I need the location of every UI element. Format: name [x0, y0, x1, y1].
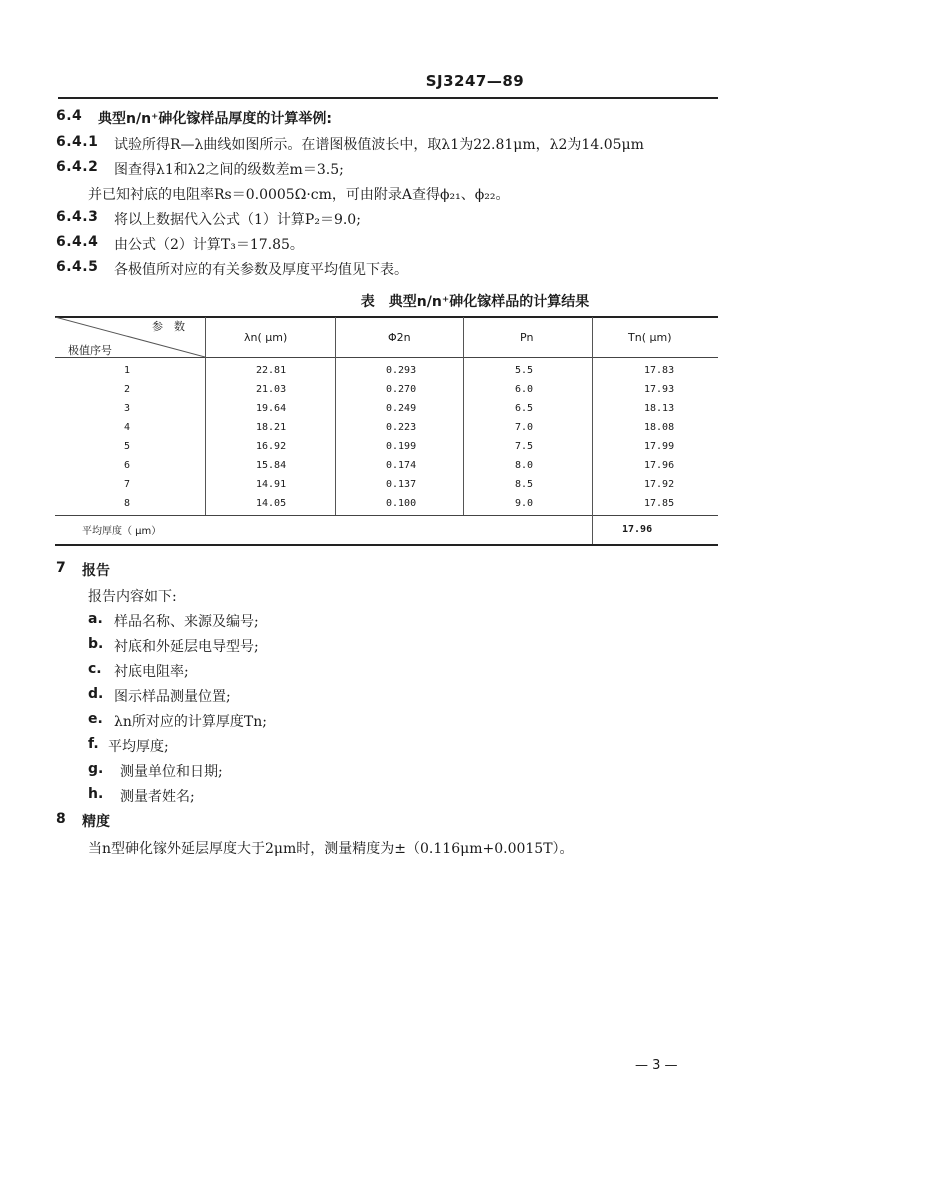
cell-phi: 0.270	[386, 384, 417, 395]
intro-text: 报告内容如下:	[88, 589, 177, 605]
table-average-rule	[55, 515, 718, 516]
row-index: 5	[124, 441, 131, 452]
cell-p: 6.5	[515, 403, 534, 414]
clause-text: 试验所得R—λ曲线如图所示。在谱图极值波长中，取λ1为22.81μm，λ2为14.05μm	[114, 137, 644, 153]
cell-lambda: 14.91	[256, 479, 287, 490]
corner-index-label: 极值序号	[68, 344, 112, 357]
cell-t: 17.83	[644, 365, 675, 376]
row-index: 8	[124, 498, 131, 509]
item-text: 图示样品测量位置;	[114, 689, 231, 705]
column-header-phi: Φ2n	[388, 331, 411, 344]
cell-t: 17.93	[644, 384, 675, 395]
table-title: 表 典型n/n⁺砷化镓样品的计算结果	[360, 294, 590, 310]
clause-text: 图查得λ1和λ2之间的级数差m＝3.5;	[114, 162, 344, 178]
cell-lambda: 21.03	[256, 384, 287, 395]
cell-p: 8.5	[515, 479, 534, 490]
row-index: 6	[124, 460, 131, 471]
table-col-divider	[463, 317, 464, 515]
section-number: 7	[56, 560, 67, 576]
item-letter: h.	[88, 786, 104, 802]
column-header-p: Pn	[520, 331, 534, 344]
section-title: 典型n/n⁺砷化镓样品厚度的计算举例:	[98, 111, 333, 127]
item-text: 平均厚度;	[108, 739, 169, 755]
cell-p: 7.0	[515, 422, 534, 433]
corner-parameter-label: 参 数	[152, 320, 185, 333]
section-number: 8	[56, 811, 67, 827]
cell-t: 18.08	[644, 422, 675, 433]
cell-lambda: 16.92	[256, 441, 287, 452]
item-letter: c.	[88, 661, 102, 677]
item-letter: b.	[88, 636, 104, 652]
item-letter: e.	[88, 711, 103, 727]
page-number: — 3 —	[635, 1058, 678, 1073]
row-index: 1	[124, 365, 131, 376]
cell-p: 8.0	[515, 460, 534, 471]
clause-number: 6.4.4	[56, 234, 99, 250]
cell-phi: 0.199	[386, 441, 417, 452]
cell-lambda: 19.64	[256, 403, 287, 414]
average-thickness-value: 17.96	[622, 524, 653, 535]
cell-lambda: 22.81	[256, 365, 287, 376]
cell-p: 9.0	[515, 498, 534, 509]
row-index: 3	[124, 403, 131, 414]
row-index: 7	[124, 479, 131, 490]
table-col-divider	[592, 317, 593, 544]
cell-t: 17.99	[644, 441, 675, 452]
cell-phi: 0.249	[386, 403, 417, 414]
document-code: SJ3247—89	[425, 72, 525, 90]
clause-text: 各极值所对应的有关参数及厚度平均值见下表。	[114, 262, 408, 278]
item-letter: d.	[88, 686, 104, 702]
section-number: 6.4	[56, 108, 83, 124]
table-col-divider	[335, 317, 336, 515]
cell-phi: 0.293	[386, 365, 417, 376]
row-index: 2	[124, 384, 131, 395]
cell-t: 17.92	[644, 479, 675, 490]
clause-text: 将以上数据代入公式（1）计算P₂＝9.0;	[114, 212, 361, 228]
clause-number: 6.4.5	[56, 259, 99, 275]
cell-phi: 0.223	[386, 422, 417, 433]
table-bottom-rule	[55, 544, 718, 546]
table-col-divider	[205, 317, 206, 515]
precision-text: 当n型砷化镓外延层厚度大于2μm时，测量精度为±（0.116μm+0.0015T）。	[88, 841, 574, 857]
column-header-t: Tn( μm)	[628, 331, 672, 344]
item-letter: f.	[88, 736, 99, 752]
item-text: λn所对应的计算厚度Tn;	[114, 714, 267, 730]
item-letter: a.	[88, 611, 103, 627]
cell-t: 17.85	[644, 498, 675, 509]
section-title: 报告	[82, 563, 110, 579]
cell-phi: 0.100	[386, 498, 417, 509]
cell-p: 5.5	[515, 365, 534, 376]
row-index: 4	[124, 422, 131, 433]
item-text: 衬底电阻率;	[114, 664, 189, 680]
item-text: 测量单位和日期;	[120, 764, 223, 780]
clause-text: 并已知衬底的电阻率Rs＝0.0005Ω·cm，可由附录A查得ϕ₂₁、ϕ₂₂。	[88, 187, 510, 203]
average-thickness-label: 平均厚度（ μm）	[82, 526, 162, 537]
cell-p: 7.5	[515, 441, 534, 452]
cell-lambda: 18.21	[256, 422, 287, 433]
clause-number: 6.4.3	[56, 209, 99, 225]
cell-lambda: 15.84	[256, 460, 287, 471]
cell-phi: 0.137	[386, 479, 417, 490]
cell-lambda: 14.05	[256, 498, 287, 509]
section-title: 精度	[82, 814, 110, 830]
header-rule	[58, 97, 718, 99]
cell-p: 6.0	[515, 384, 534, 395]
cell-t: 18.13	[644, 403, 675, 414]
clause-number: 6.4.2	[56, 159, 99, 175]
cell-t: 17.96	[644, 460, 675, 471]
item-text: 测量者姓名;	[120, 789, 195, 805]
table-header-rule	[55, 357, 718, 358]
item-letter: g.	[88, 761, 104, 777]
item-text: 衬底和外延层电导型号;	[114, 639, 259, 655]
column-header-lambda: λn( μm)	[244, 331, 288, 344]
cell-phi: 0.174	[386, 460, 417, 471]
clause-text: 由公式（2）计算T₃＝17.85。	[114, 237, 304, 253]
item-text: 样品名称、来源及编号;	[114, 614, 259, 630]
clause-number: 6.4.1	[56, 134, 99, 150]
